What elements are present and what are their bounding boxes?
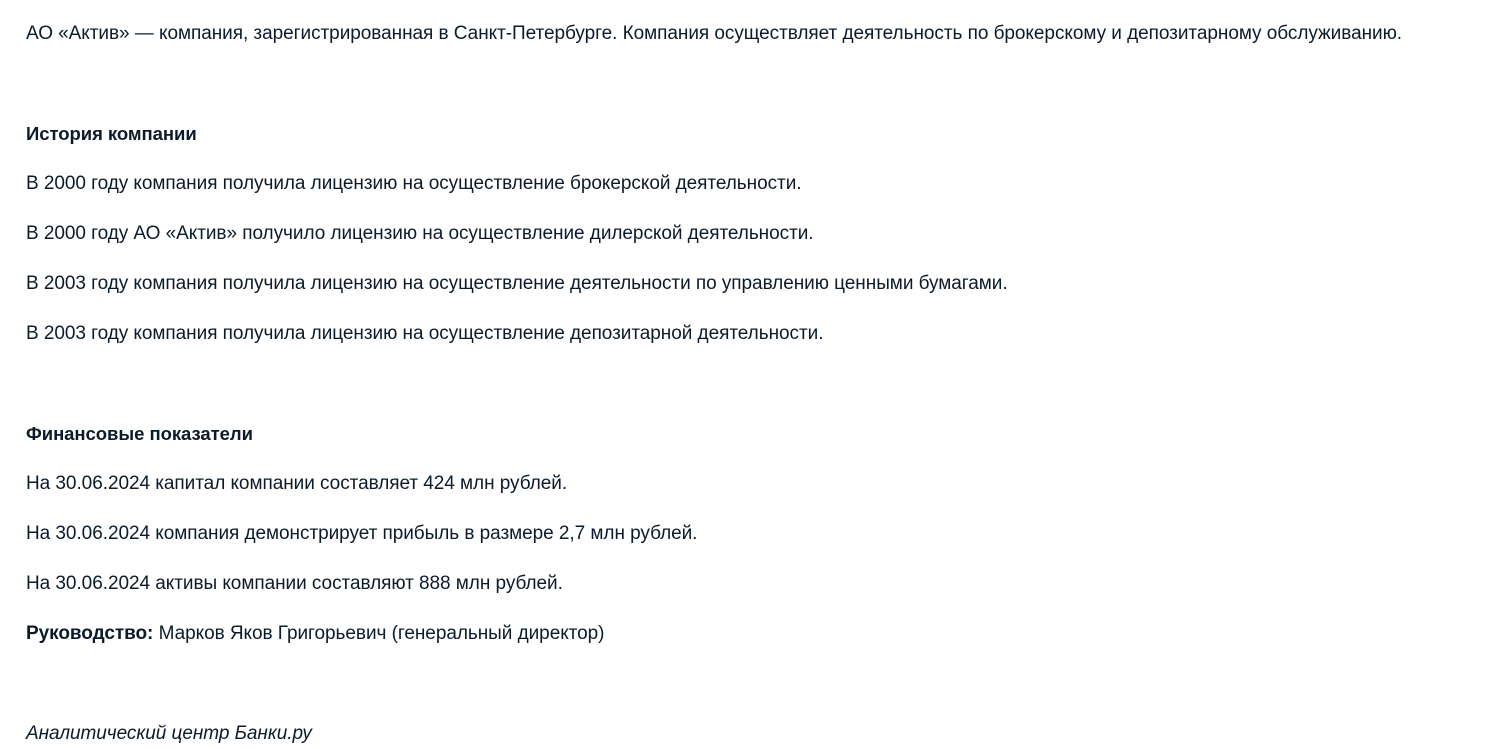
finance-item: На 30.06.2024 активы компании составляют 888 млн рублей. xyxy=(26,573,563,594)
history-item: В 2000 году АО «Актив» получило лицензию на осуществление дилерской деятельности. xyxy=(26,223,814,244)
management-label: Руководство: xyxy=(26,623,154,644)
finance-item: На 30.06.2024 капитал компании составляет 424 млн рублей. xyxy=(26,473,568,494)
history-item: В 2003 году компания получила лицензию на осуществление деятельности по управлению ценными бумагами. xyxy=(26,273,1008,294)
history-item: В 2003 году компания получила лицензию на осуществление депозитарной деятельности. xyxy=(26,323,824,344)
signature: Аналитический центр Банки.ру xyxy=(26,723,312,744)
finance-heading: Финансовые показатели xyxy=(26,423,253,444)
intro-paragraph: АО «Актив» — компания, зарегистрированная в Санкт-Петербурге. Компания осуществляет деятельность по брокерскому и депозитарному обслуживанию. xyxy=(26,23,1403,44)
history-heading: История компании xyxy=(26,123,197,144)
finance-item: На 30.06.2024 компания демонстрирует прибыль в размере 2,7 млн рублей. xyxy=(26,523,698,544)
history-item: В 2000 году компания получила лицензию на осуществление брокерской деятельности. xyxy=(26,173,802,194)
management-line xyxy=(26,622,604,646)
management-value: Марков Яков Григорьевич (генеральный директор) xyxy=(153,623,605,644)
